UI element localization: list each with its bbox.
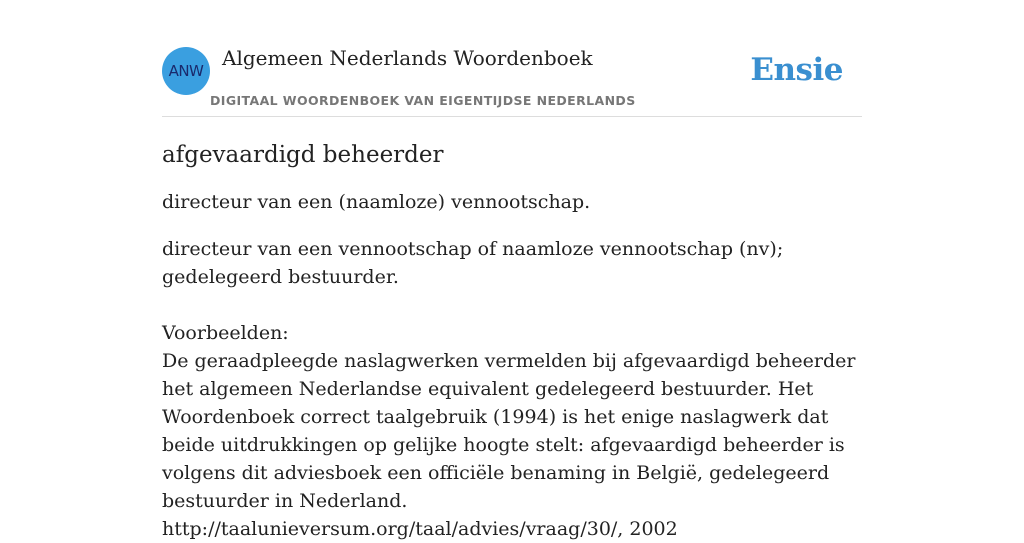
entry-term: afgevaardigd beheerder: [162, 142, 444, 168]
dictionary-header: [162, 0, 862, 117]
definition-long: directeur van een vennootschap of naamloze vennootschap (nv); gedelegeerd bestuurder.: [162, 238, 784, 288]
examples-label: Voorbeelden:: [162, 322, 289, 344]
example-text: De geraadpleegde naslagwerken vermelden bij afgevaardigd beheerder het algemeen Nederlandse equivalent gedelegeerd bestuurder. Het Woordenboek correct taalgebruik (1994) is het enige naslagwerk dat beide uitdrukkingen op gelijke hoogte stelt: afgevaardigd beheerder is volgens dit adviesboek een officiële benaming in België, gedelegeerd bestuurder in Nederland.: [162, 350, 856, 512]
dictionary-title[interactable]: Algemeen Nederlands Woordenboek: [222, 46, 593, 70]
entry-content: [162, 138, 862, 543]
ensie-logo[interactable]: Ensie: [750, 52, 843, 88]
examples-section: [162, 319, 862, 543]
page-container: [162, 0, 862, 540]
definition-short: directeur van een (naamloze) vennootschap.: [162, 191, 591, 213]
example-source: http://taalunieversum.org/taal/advies/vraag/30/, 2002: [162, 518, 678, 540]
anw-logo[interactable]: ANW: [162, 47, 210, 95]
dictionary-subtitle: DIGITAAL WOORDENBOEK VAN EIGENTIJDSE NEDERLANDS: [210, 93, 636, 108]
